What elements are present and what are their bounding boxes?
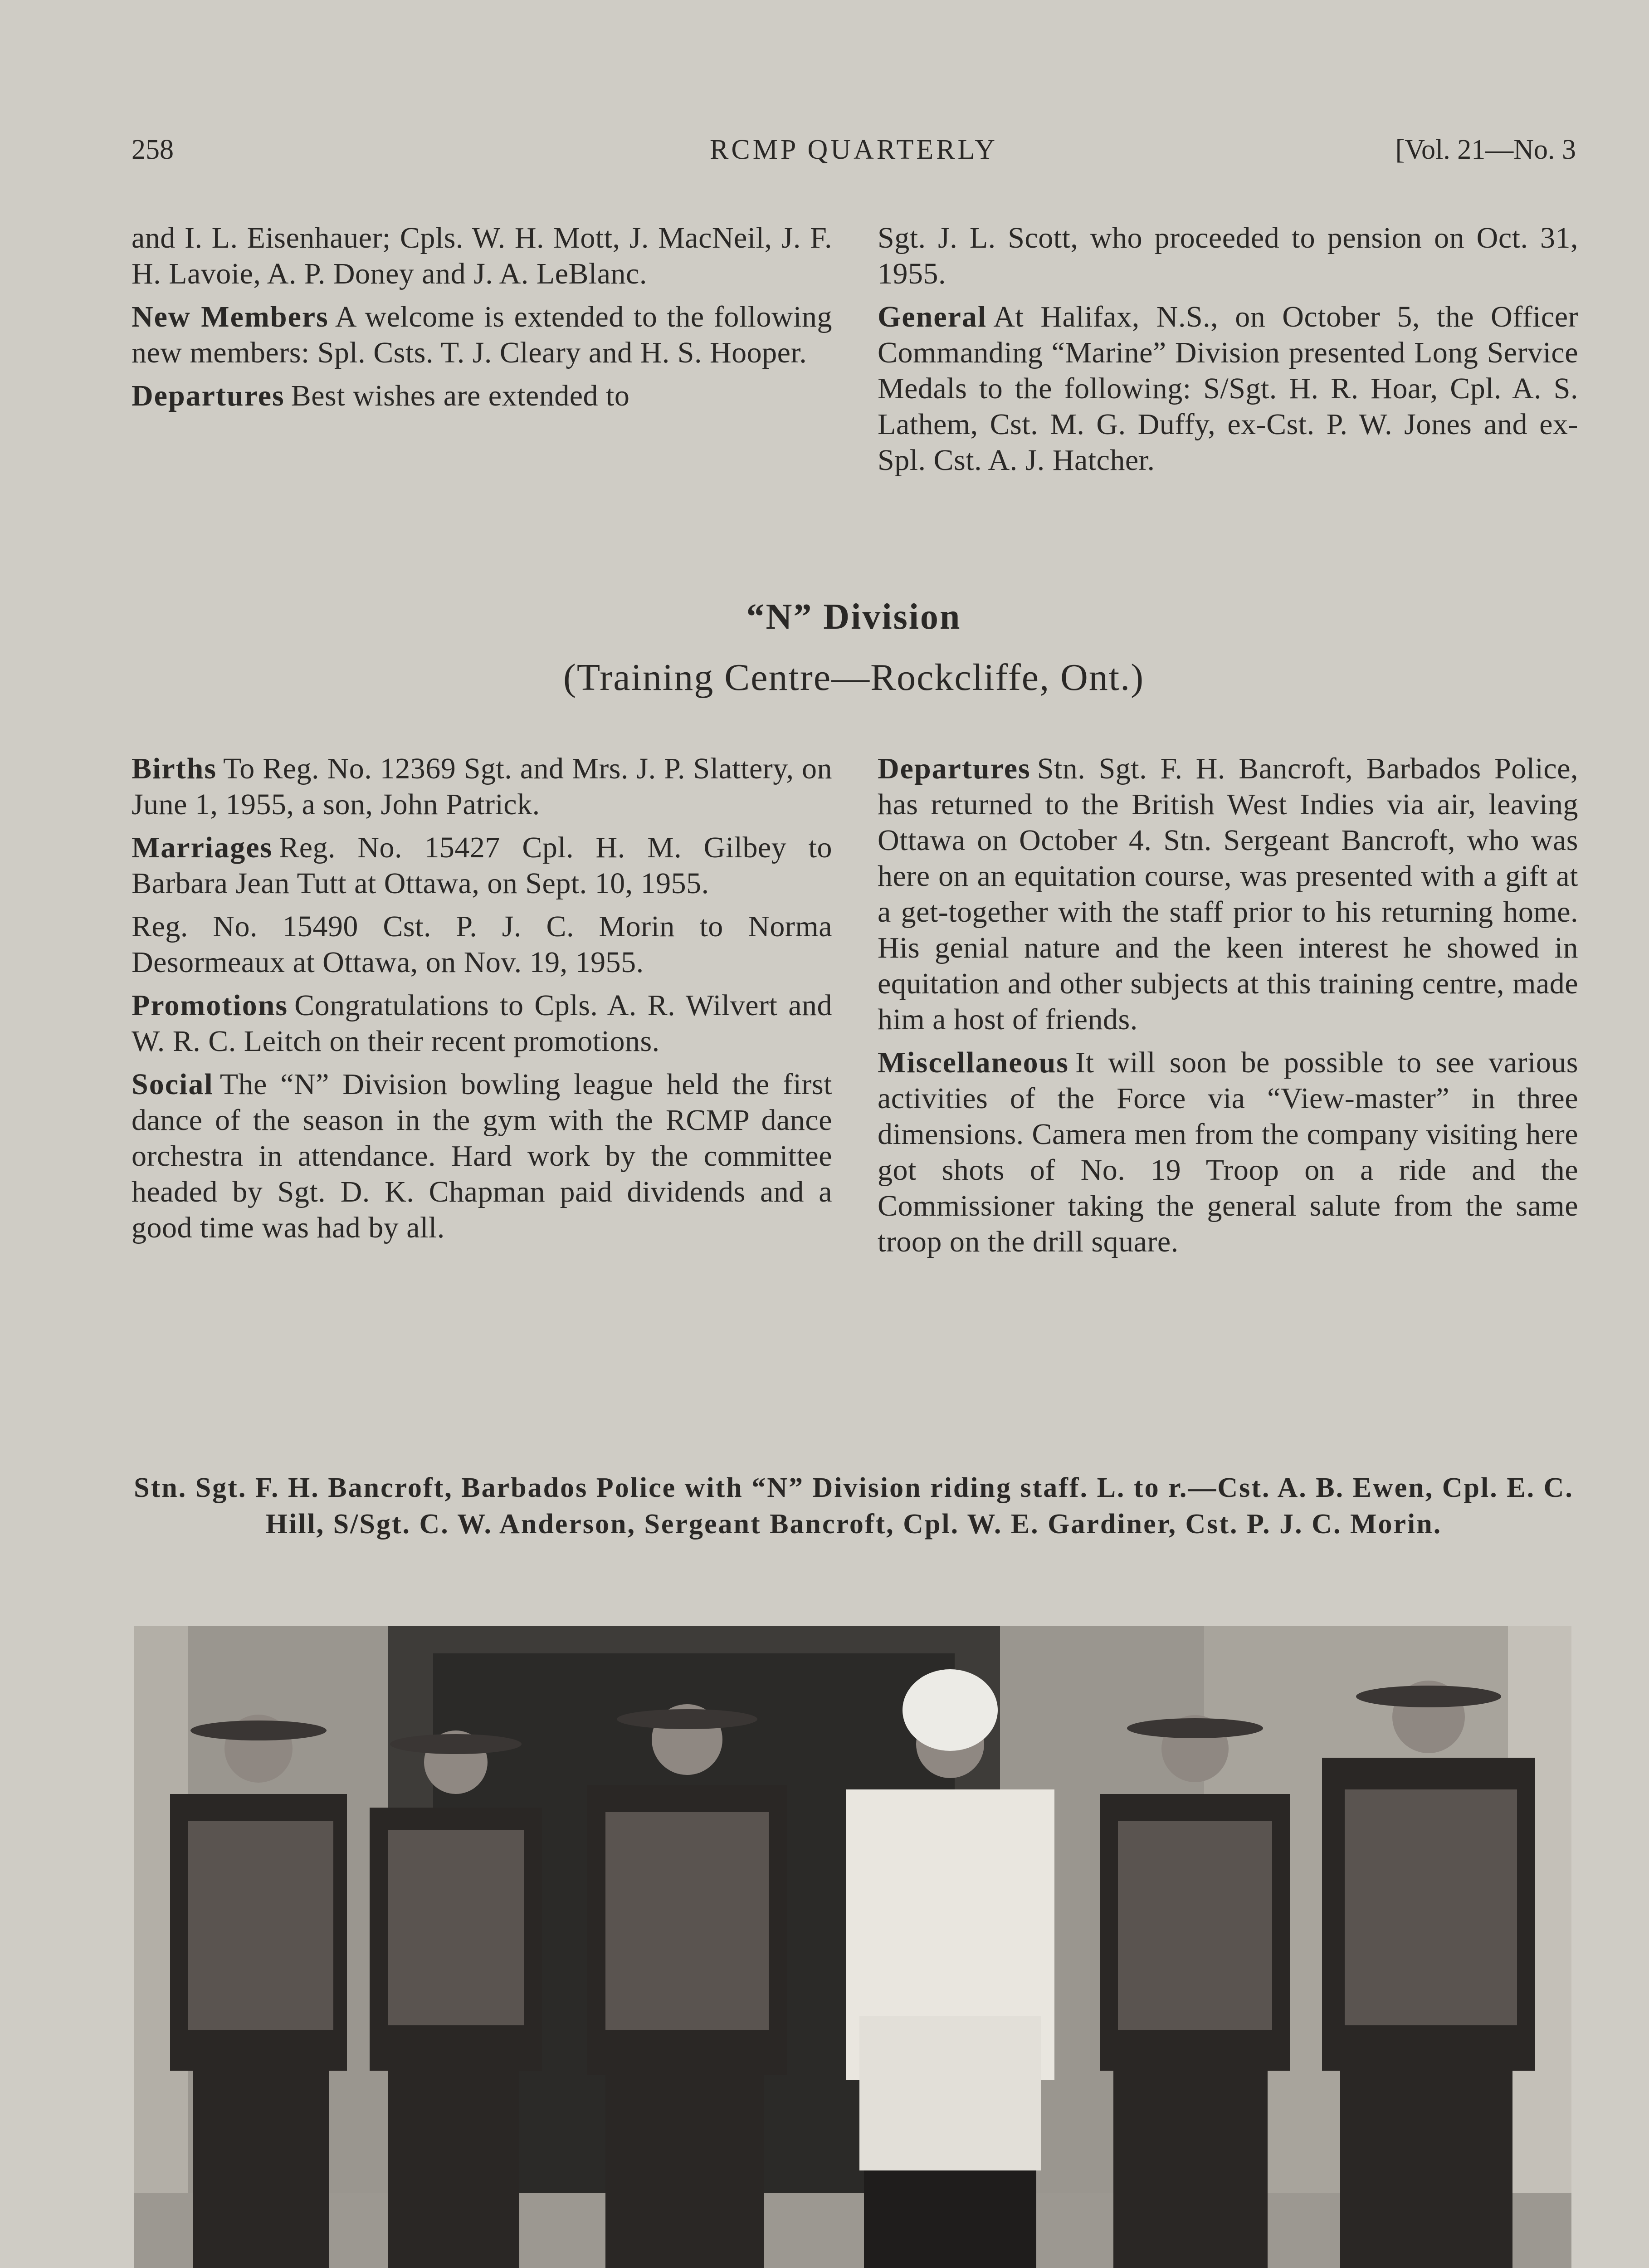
paragraph-heading: General [878, 300, 987, 333]
paragraph-heading: Births [132, 752, 217, 785]
paragraph-text: Sgt. J. L. Scott, who proceeded to pension on Oct. 31, 1955. [878, 221, 1578, 290]
division-subtitle: (Training Centre—Rockcliffe, Ont.) [563, 656, 1145, 699]
paragraph-heading: New Members [132, 300, 329, 333]
page-number: 258 [132, 134, 174, 165]
paragraph [132, 1066, 832, 1246]
division-title: “N” Division [746, 597, 961, 637]
paragraph-text: and I. L. Eisenhauer; Cpls. W. H. Mott, J. MacNeil, J. F. H. Lavoie, A. P. Doney and J. A. LeBlanc. [132, 221, 832, 290]
paragraph [132, 220, 832, 292]
paragraph [132, 299, 832, 371]
paragraph-text: The “N” Division bowling league held the first dance of the season in the gym with the RCMP dance orchestra in attendance. Hard work by the committee headed by Sgt. D. K. Chapman paid dividends and a good time was had by all. [132, 1068, 832, 1244]
paragraph-heading: Promotions [132, 989, 288, 1022]
paragraph-text: Best wishes are extended to [291, 379, 630, 412]
paragraph [132, 751, 832, 822]
journal-title: RCMP QUARTERLY [709, 134, 998, 165]
division-right-column [878, 751, 1578, 1267]
paragraph-heading: Miscellaneous [878, 1046, 1069, 1079]
previous-section-left-column [132, 220, 832, 421]
group-photograph [134, 1626, 1571, 2268]
paragraph-text: It will soon be possible to see various activities of the Force via “View-master” in three dimensions. Camera men from the company visiting here got shots of No. 19 Troop on a ride and the Commissioner taking the general salute from the same troop on the drill square. [878, 1046, 1578, 1258]
paragraph [132, 909, 832, 980]
paragraph-heading: Social [132, 1068, 214, 1101]
paragraph [878, 299, 1578, 478]
running-header [132, 134, 1576, 175]
paragraph-text: Congratulations to Cpls. A. R. Wilvert and W. R. C. Leitch on their recent promotions. [132, 989, 832, 1058]
paragraph [132, 378, 832, 414]
previous-section-right-column [878, 220, 1578, 485]
paragraph-text: Reg. No. 15427 Cpl. H. M. Gilbey to Barbara Jean Tutt at Ottawa, on Sept. 10, 1955. [132, 831, 832, 900]
paragraph-text: At Halifax, N.S., on October 5, the Officer Commanding “Marine” Division presented Long Service Medals to the following: S/Sgt. H. R. Hoar, Cpl. A. S. Lathem, Cst. M. G. Duffy, ex-Cst. P. W. Jones and ex-Spl. Cst. A. J. Hatcher. [878, 300, 1578, 477]
paragraph-heading: Departures [878, 752, 1031, 785]
paragraph-text: Stn. Sgt. F. H. Bancroft, Barbados Police, has returned to the British West Indies via air, leaving Ottawa on October 4. Stn. Sergeant Bancroft, who was here on an equitation course, was presented with a gift at a get-together with the staff prior to his returning home. His genial nature and the keen interest he showed in equitation and other subjects at this training centre, made him a host of friends. [878, 752, 1578, 1036]
paragraph [878, 220, 1578, 292]
photo-caption: Stn. Sgt. F. H. Bancroft, Barbados Police with “N” Division riding staff. L. to r.—Cst. A. B. Ewen, Cpl. E. C. Hill, S/Sgt. C. W. Anderson, Sergeant Bancroft, Cpl. W. E. Gardiner, Cst. P. J. C. Morin. [134, 1472, 1574, 1540]
paragraph-text: A welcome is extended to the following new members: Spl. Csts. T. J. Cleary and H. S. Hooper. [132, 300, 832, 369]
paragraph [132, 987, 832, 1059]
paragraph-text: To Reg. No. 12369 Sgt. and Mrs. J. P. Slattery, on June 1, 1955, a son, John Patrick. [132, 752, 832, 821]
volume-issue: [Vol. 21—No. 3 [1395, 134, 1576, 165]
paragraph [132, 830, 832, 901]
paragraph-heading: Departures [132, 379, 285, 412]
paragraph-heading: Marriages [132, 831, 273, 864]
division-left-column [132, 751, 832, 1253]
paragraph [878, 751, 1578, 1037]
paragraph [878, 1045, 1578, 1260]
paragraph-text: Reg. No. 15490 Cst. P. J. C. Morin to Norma Desormeaux at Ottawa, on Nov. 19, 1955. [132, 910, 832, 979]
